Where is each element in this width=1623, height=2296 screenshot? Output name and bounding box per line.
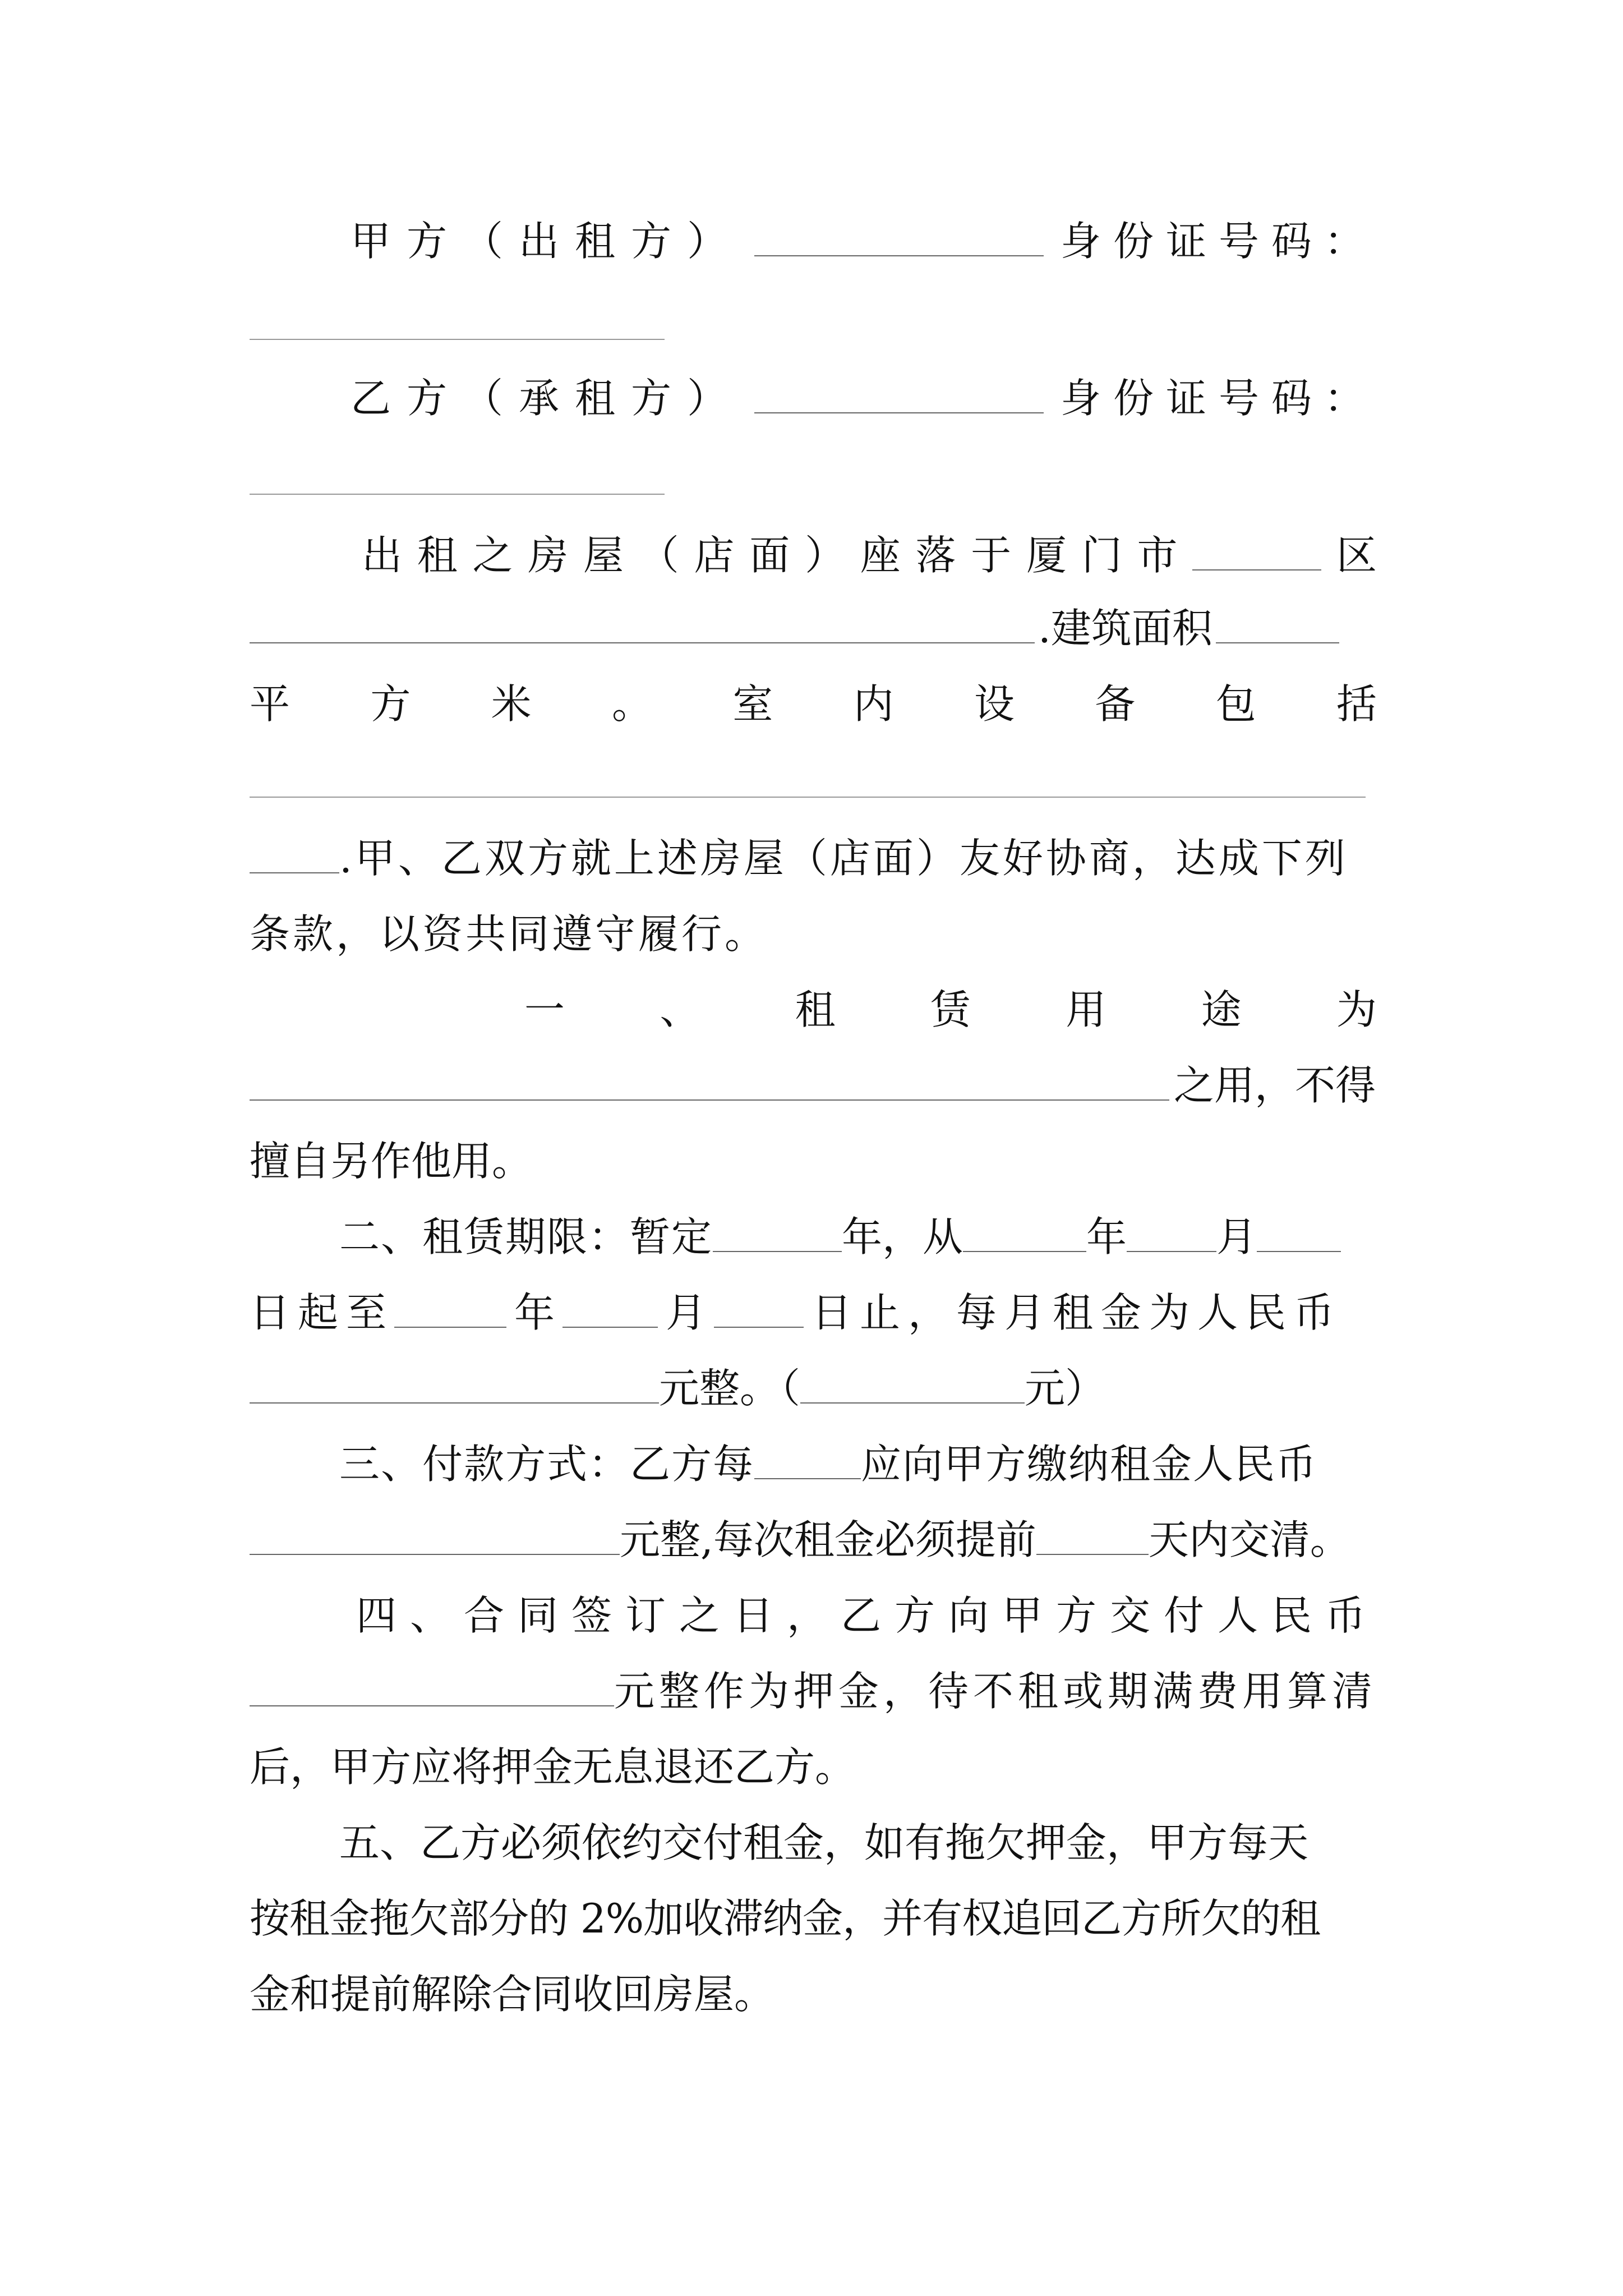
party-b-line [250,370,1377,426]
article-1-char: 赁 [930,986,971,1033]
term-label: 二、租赁期限：暂定 [339,1213,713,1260]
usage-restriction: 擅自另作他用。 [250,1138,533,1185]
property-char: 店 [694,532,735,579]
property-line-1 [250,527,1377,583]
party-a-name-blank [754,255,1044,256]
article-4-line-3 [250,1739,1377,1795]
article-1-char: 用 [1066,986,1106,1033]
late-fee-text-3: 金和提前解除合同收回房屋。 [250,1971,775,2018]
equipment-char: 内 [853,680,894,728]
property-line-2 [250,600,1377,656]
start-day-blank [1257,1251,1341,1252]
equipment-char: 备 [1095,680,1136,728]
payment-text: 应向甲方缴纳租金人民币 [861,1441,1318,1488]
article-2-line-3 [250,1360,1377,1416]
deposit-refund: 后，甲方应将押金无息退还乙方。 [250,1743,856,1791]
party-a-label: 甲方（出租方） [351,218,744,265]
advance-days-blank [1036,1554,1149,1555]
article-1-line-3 [250,1133,1377,1189]
article-1-char: 一 [524,986,565,1033]
rent-amount-blank [250,1402,659,1404]
rent-yuan-label: 元整。（ [659,1365,801,1412]
article-2-line-2 [250,1285,1377,1341]
article-1-char: 途 [1201,986,1242,1033]
property-char: 落 [915,532,956,579]
year-label: 年 [1086,1213,1127,1260]
equipment-end-blank [250,872,339,873]
usage-blank [250,1099,1169,1101]
article-1-line-1 [250,982,1377,1038]
rent-figure-yuan: 元） [1025,1365,1106,1412]
payment-deadline-text: 天内交清。 [1148,1516,1350,1563]
payment-advance-text: 元整,每次租金必须提前 [620,1516,1036,1563]
deposit-text: 四、合同签订之日，乙方向甲方交付人民币 [356,1592,1380,1639]
deposit-terms: 元整作为押金，待不租或期满费用算清 [614,1668,1377,1715]
end-year-label: 年 [514,1289,555,1336]
month-label: 月 [1216,1213,1257,1260]
end-day-blank [714,1327,804,1328]
article-3-line-1 [250,1436,1377,1492]
property-char: 面 [749,532,790,579]
usage-end: 之用，不得 [1174,1062,1376,1109]
rent-figure-blank [800,1402,1025,1404]
from-label: 年，从 [842,1213,963,1260]
property-char: 房 [528,532,569,579]
article-5-line-3 [250,1966,1377,2022]
article-3-line-2 [250,1512,1377,1568]
end-month-blank [562,1327,658,1328]
area-label: .建筑面积 [1038,605,1212,652]
end-year-blank [394,1327,506,1328]
article-1-line-2 [250,1057,1377,1114]
equipment-char: 包 [1215,680,1256,728]
party-b-id-blank [250,494,665,495]
party-a-id-blank [250,339,665,340]
equipment-char: 室 [732,680,773,728]
party-b-name-blank [754,412,1044,413]
party-b-label: 乙方（承租方） [351,375,744,422]
property-line-3 [250,676,1377,732]
equipment-char: 米 [491,680,532,728]
article-2-line-1 [250,1209,1377,1265]
district-blank [1192,569,1321,570]
area-blank [1216,642,1339,643]
equipment-char: 。 [611,680,652,728]
agreement-text: .甲、乙双方就上述房屋（店面）友好协商，达成下列 [339,835,1348,882]
property-char: 于 [971,532,1012,579]
property-char: 出 [362,532,403,579]
end-month-label: 月 [666,1289,707,1336]
payment-period-blank [754,1478,861,1479]
party-a-id-label: 身份证号码： [1060,218,1377,265]
deposit-amount-blank [250,1705,614,1706]
equipment-char: 方 [370,680,411,728]
payment-label: 三、付款方式：乙方每 [339,1441,755,1488]
payment-amount-blank [250,1554,620,1555]
party-b-id-label: 身份证号码： [1060,375,1377,422]
property-char: 市 [1137,532,1178,579]
property-char: 之 [472,532,513,579]
agreement-text-2: 条款，以资共同遵守履行。 [250,910,768,958]
property-char: 座 [860,532,901,579]
property-char: 屋 [583,532,624,579]
until-label: 日起至 [250,1289,395,1336]
article-1-char: 为 [1336,986,1377,1033]
property-char: （ [638,532,679,579]
late-fee-text-1: 五、乙方必须依约交付租金，如有拖欠押金，甲方每天 [339,1819,1309,1866]
party-a-line [250,213,1377,269]
article-1-char: 租 [795,986,836,1033]
equipment-char: 平 [250,680,291,728]
property-line-6 [250,906,1377,962]
article-1-char: 、 [660,986,700,1033]
start-year-blank [963,1251,1086,1252]
equipment-char: 括 [1336,680,1377,728]
property-char: 门 [1081,532,1122,579]
property-line-5 [250,830,1377,886]
article-5-line-2 [250,1890,1377,1947]
late-fee-text-2: 按租金拖欠部分的 2%加收滞纳金，并有权追回乙方所欠的租 [250,1895,1321,1942]
property-char: 厦 [1026,532,1067,579]
district-label: 区 [1336,532,1377,579]
address-blank [250,642,1035,643]
property-char: ） [805,532,846,579]
equipment-blank [250,797,1366,798]
article-4-line-2 [250,1663,1377,1719]
article-5-line-1 [250,1815,1377,1871]
start-month-blank [1127,1251,1216,1252]
term-years-blank [713,1251,842,1252]
equipment-char: 设 [974,680,1015,728]
article-4-line-1 [250,1588,1380,1644]
property-char: 租 [417,532,458,579]
monthly-rent-label: 日止，每月租金为人民币 [811,1289,1343,1336]
